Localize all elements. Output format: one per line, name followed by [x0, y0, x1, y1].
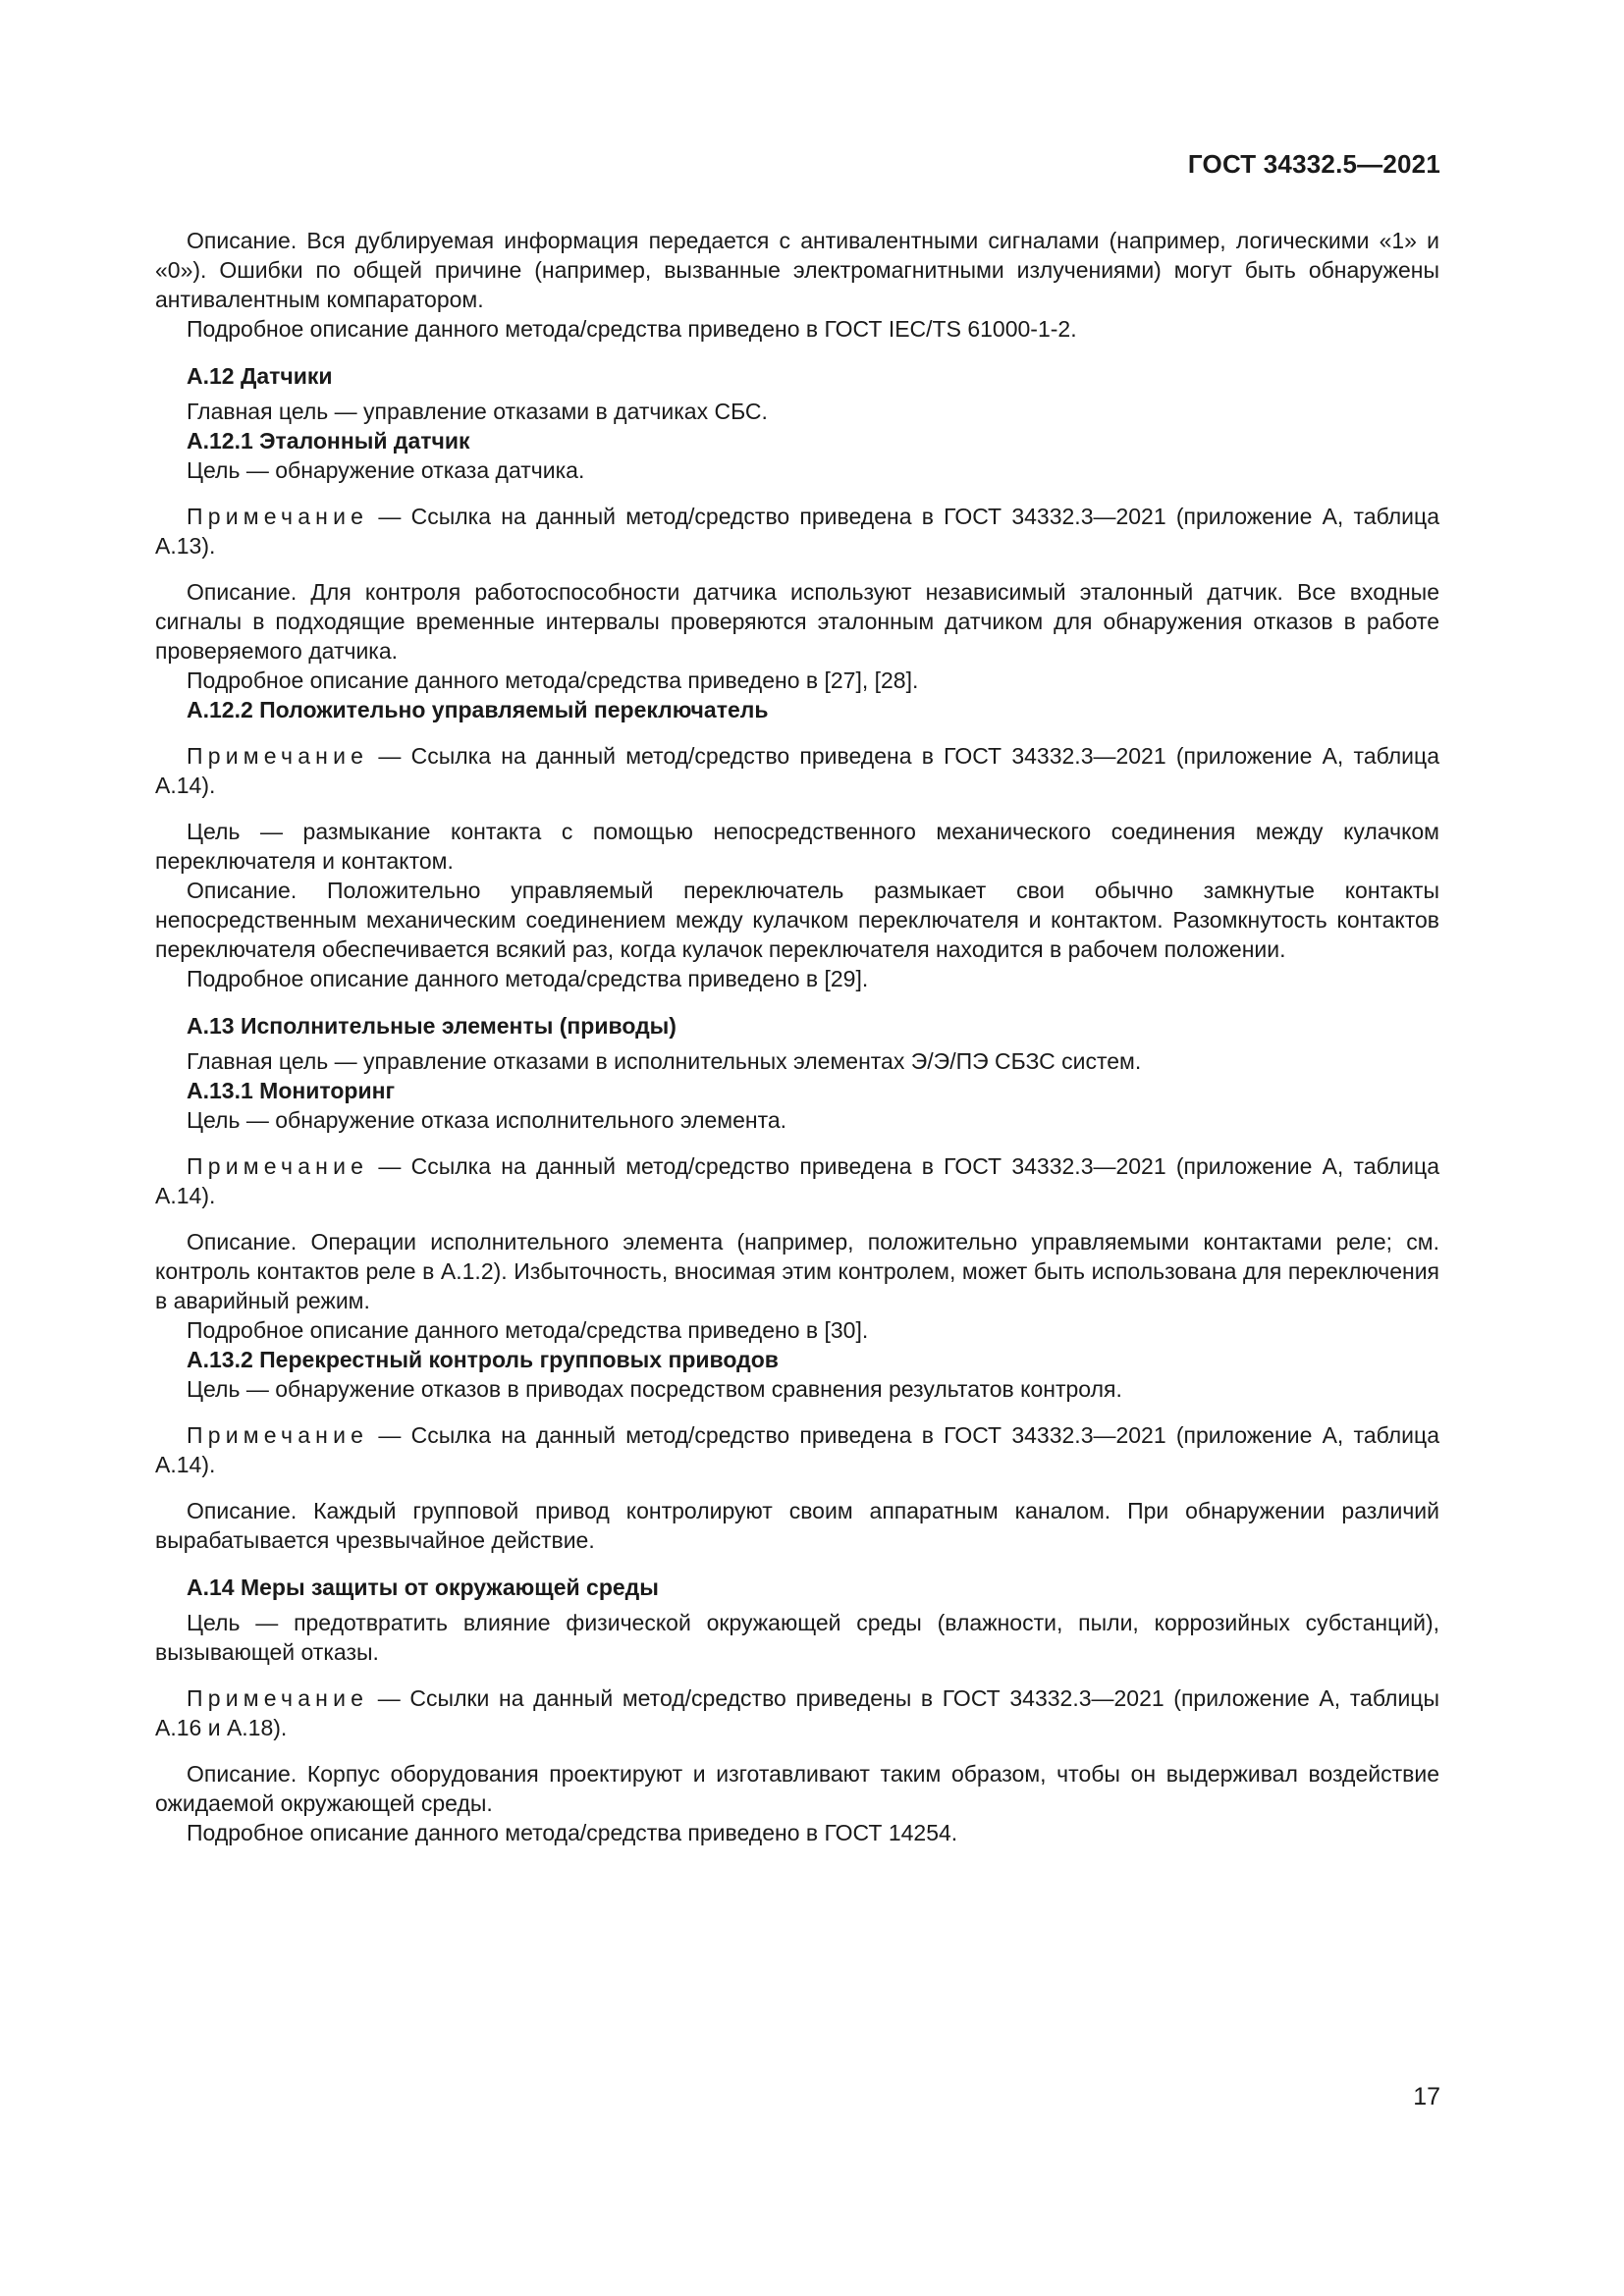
section-heading-a13: А.13 Исполнительные элементы (приводы) — [187, 1013, 677, 1039]
section-heading-a12: А.12 Датчики — [187, 363, 333, 389]
paragraph-goal: Цель — обнаружение отказа датчика. — [187, 457, 585, 483]
note-text: — Ссылки на данный метод/средство приведены в ГОСТ 34332.3—2021 (приложение А, таблицы А.16 и А.18). — [155, 1685, 1439, 1740]
note — [155, 1683, 1439, 1742]
paragraph-goal: Цель — размыкание контакта с помощью непосредственного механического соединения между кулачком переключателя и контактом. — [155, 819, 1439, 874]
note — [155, 741, 1439, 800]
note-label: Примечание — [187, 1422, 369, 1448]
note-text: — Ссылка на данный метод/средство приведена в ГОСТ 34332.3—2021 (приложение А, таблица А.14). — [155, 743, 1439, 798]
note-label: Примечание — [187, 1153, 369, 1179]
paragraph-description: Описание. Для контроля работоспособности датчика используют независимый эталонный датчик. Все входные сигналы в подходящие временные интервалы проверяются эталонным датчиком для обнаружения отказов в работе проверяемого датчика. — [155, 579, 1439, 664]
note — [155, 1420, 1439, 1479]
note-label: Примечание — [187, 743, 369, 769]
note — [155, 1151, 1439, 1210]
paragraph-goal: Главная цель — управление отказами в исполнительных элементах Э/Э/ПЭ СБЗС систем. — [187, 1048, 1142, 1074]
page-content — [155, 226, 1439, 1847]
paragraph-description: Описание. Каждый групповой привод контролируют своим аппаратным каналом. При обнаружении различий вырабатывается чрезвычайное действие. — [155, 1498, 1439, 1553]
paragraph-reference: Подробное описание данного метода/средства приведено в ГОСТ IEC/TS 61000-1-2. — [187, 316, 1077, 342]
paragraph-description: Описание. Операции исполнительного элемента (например, положительно управляемыми контактами реле; см. контроль контактов реле в А.1.2). Избыточность, вносимая этим контролем, может быть использована для переключения в аварийный режим. — [155, 1229, 1439, 1313]
paragraph-goal: Цель — обнаружение отказов в приводах посредством сравнения результатов контроля. — [187, 1376, 1122, 1402]
paragraph-reference: Подробное описание данного метода/средства приведено в ГОСТ 14254. — [187, 1820, 958, 1845]
note-label: Примечание — [187, 1685, 369, 1711]
note — [155, 502, 1439, 561]
paragraph-reference: Подробное описание данного метода/средства приведено в [27], [28]. — [187, 667, 919, 693]
subsection-heading-a12-2: А.12.2 Положительно управляемый переключатель — [187, 697, 769, 722]
section-heading-a14: А.14 Меры защиты от окружающей среды — [187, 1575, 659, 1600]
paragraph-description: Описание. Положительно управляемый переключатель размыкает свои обычно замкнутые контакты непосредственным механическим соединением между кулачком переключателя и контактом. Разомкнутость контактов переключателя обеспечивается всякий раз, когда кулачок переключателя находится в рабочем положении. — [155, 878, 1439, 962]
note-label: Примечание — [187, 504, 369, 529]
document-header-id: ГОСТ 34332.5—2021 — [1187, 149, 1440, 179]
paragraph-goal: Цель — предотвратить влияние физической окружающей среды (влажности, пыли, коррозийных субстанций), вызывающей отказы. — [155, 1610, 1439, 1665]
paragraph-reference: Подробное описание данного метода/средства приведено в [30]. — [187, 1317, 869, 1343]
note-text: — Ссылка на данный метод/средство приведена в ГОСТ 34332.3—2021 (приложение А, таблица А.14). — [155, 1153, 1439, 1208]
page-number: 17 — [1413, 2083, 1440, 2110]
paragraph-reference: Подробное описание данного метода/средства приведено в [29]. — [187, 966, 869, 991]
subsection-heading-a13-2: А.13.2 Перекрестный контроль групповых приводов — [187, 1347, 779, 1372]
subsection-heading-a13-1: А.13.1 Мониторинг — [187, 1078, 396, 1103]
note-text: — Ссылка на данный метод/средство приведена в ГОСТ 34332.3—2021 (приложение А, таблица А.14). — [155, 1422, 1439, 1477]
paragraph-description: Описание. Корпус оборудования проектируют и изготавливают таким образом, чтобы он выдерживал воздействие ожидаемой окружающей среды. — [155, 1761, 1439, 1816]
paragraph-goal: Главная цель — управление отказами в датчиках СБС. — [187, 399, 768, 424]
subsection-heading-a12-1: А.12.1 Эталонный датчик — [187, 428, 470, 454]
note-text: — Ссылка на данный метод/средство приведена в ГОСТ 34332.3—2021 (приложение А, таблица А.13). — [155, 504, 1439, 559]
paragraph-goal: Цель — обнаружение отказа исполнительного элемента. — [187, 1107, 787, 1133]
paragraph-description: Описание. Вся дублируемая информация передается с антивалентными сигналами (например, логическими «1» и «0»). Ошибки по общей причине (например, вызванные электромагнитными излучениями) могут быть обнаружены антивалентным компаратором. — [155, 228, 1439, 312]
